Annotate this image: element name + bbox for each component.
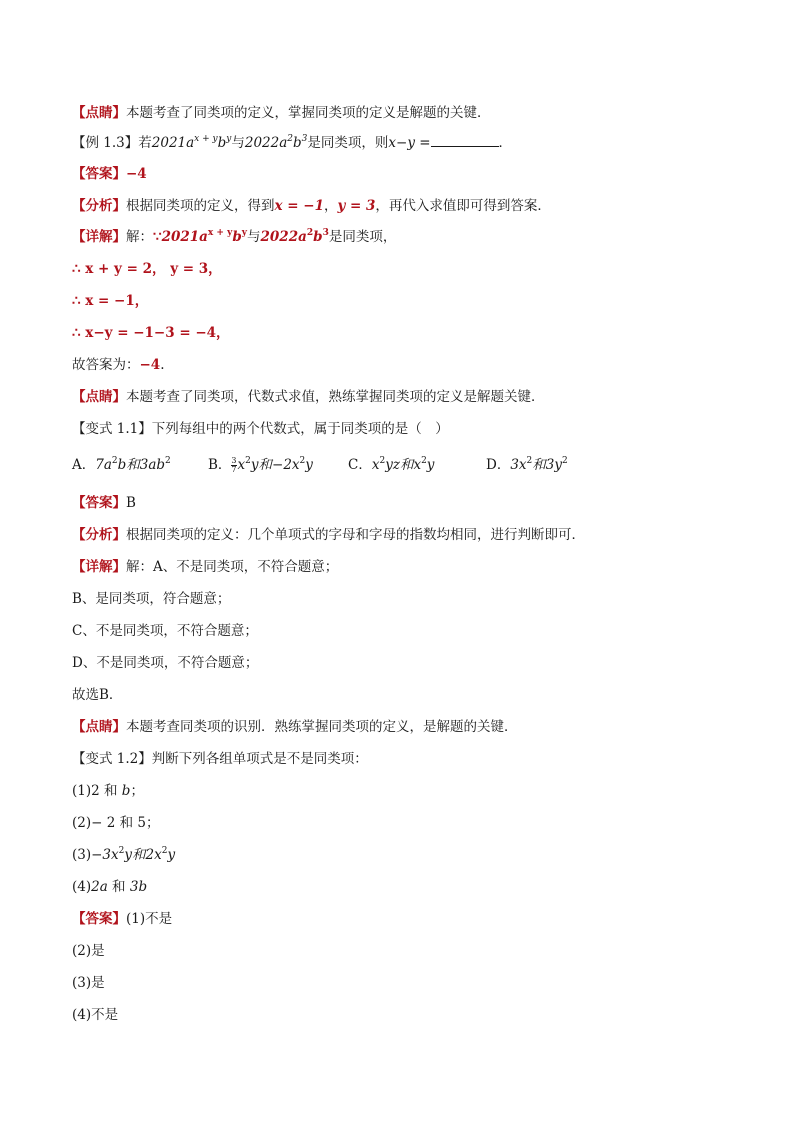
math-expression	[153, 229, 247, 245]
text-fragment: (3)	[72, 847, 92, 863]
option-a	[72, 456, 171, 474]
math-part: b和3ab	[117, 457, 166, 473]
text-fragment: 是同类项，	[328, 229, 397, 245]
answer-item: (3)是	[72, 975, 105, 991]
section-tag: 【详解】	[72, 229, 126, 245]
comment-line-3	[72, 718, 518, 736]
section-tag: 【点睛】	[72, 719, 126, 735]
math-exponent: 2	[299, 456, 306, 466]
section-tag: 【答案】	[72, 495, 126, 511]
math-part: b	[293, 135, 302, 151]
comment-line-1	[72, 104, 491, 122]
text-fragment: ，	[323, 198, 338, 214]
math-part: x	[237, 457, 246, 473]
math-expression: x−y =	[388, 135, 431, 151]
answer-item: (4)不是	[72, 1007, 119, 1023]
math-expression	[245, 135, 308, 151]
solution-line	[72, 558, 338, 576]
paragraph-text: 判断下列各组单项式是不是同类项：	[151, 751, 368, 767]
option-d	[486, 456, 568, 474]
math-part: y	[167, 847, 176, 863]
option-b	[208, 456, 313, 474]
math-part: y	[426, 457, 435, 473]
solution-step: C、不是同类项，不符合题意；	[72, 623, 258, 639]
example-tag: 【变式 1.2】	[72, 751, 152, 767]
text-fragment: 是同类项，则	[307, 135, 389, 151]
text-fragment: 与	[247, 229, 261, 245]
example-question	[72, 134, 512, 152]
sub-question: (2)− 2 和 5；	[72, 815, 160, 831]
text-fragment: (1)2 和	[72, 783, 122, 799]
answer-value: −4	[126, 166, 147, 182]
math-part: b	[232, 229, 242, 245]
answer-line	[72, 165, 147, 183]
solution-step: ∴ x + y = 2， y = 3，	[72, 261, 222, 277]
math-part: b	[313, 229, 323, 245]
math-exponent: x + y	[194, 134, 218, 144]
math-part: 2021a	[161, 229, 208, 245]
math-exponent: 2	[161, 846, 168, 856]
math-exponent: 2	[561, 456, 568, 466]
math-part: −3x	[91, 847, 119, 863]
text-fragment: 与	[231, 135, 245, 151]
section-tag: 【详解】	[72, 559, 126, 575]
sub-question	[72, 846, 175, 864]
math-part: y和−2x	[250, 457, 300, 473]
text-fragment: ；	[130, 783, 144, 799]
answer-value: (1)不是	[126, 911, 173, 927]
example-tag: 【例 1.3】	[72, 135, 139, 151]
math-expression	[261, 229, 329, 245]
math-part: y和2x	[124, 847, 162, 863]
math-part: b	[217, 135, 227, 151]
math-part: 和3y	[532, 457, 562, 473]
section-tag: 【答案】	[72, 911, 126, 927]
text-fragment: 故答案为：	[72, 357, 140, 373]
math-expression: x = −1	[274, 198, 324, 214]
answer-value: B	[126, 495, 136, 511]
solution-step: ∴ x−y = −1−3 = −4，	[72, 325, 230, 341]
math-part: 2021a	[151, 135, 195, 151]
fraction	[231, 457, 236, 474]
math-exponent: 2	[526, 456, 533, 466]
section-tag: 【答案】	[72, 166, 126, 182]
paragraph-text: 解：A、不是同类项，不符合题意；	[126, 559, 339, 575]
answer-blank	[431, 134, 499, 147]
option-label: A．	[72, 457, 96, 473]
text-fragment: 解：	[126, 229, 153, 245]
section-tag: 【分析】	[72, 198, 126, 214]
math-exponent: 3	[322, 228, 329, 238]
option-label: D．	[486, 457, 511, 473]
math-part: 3b	[129, 879, 148, 895]
solution-step: ∴ x = −1，	[72, 293, 149, 309]
option-label: B．	[208, 457, 232, 473]
sub-question	[72, 782, 144, 800]
answer-line	[72, 910, 172, 928]
section-tag: 【分析】	[72, 527, 126, 543]
math-part: y	[305, 457, 313, 473]
math-exponent: 2	[306, 228, 314, 238]
option-label: C．	[348, 457, 372, 473]
paragraph-text: 本题考查了同类项的定义，掌握同类项的定义是解题的关键．	[126, 105, 491, 121]
paragraph-text: 下列每组中的两个代数式，属于同类项的是（ ）	[151, 421, 449, 437]
math-part: 2a	[91, 879, 108, 895]
answer-value: −4	[139, 357, 161, 373]
math-exponent: 2	[111, 456, 118, 466]
text-fragment: 根据同类项的定义，得到	[126, 198, 275, 214]
solution-step: B、是同类项，符合题意；	[72, 591, 231, 607]
math-exponent: 2	[118, 846, 125, 856]
analysis-line	[72, 197, 551, 215]
fraction-denominator: 7	[231, 465, 237, 474]
math-part: x	[371, 457, 380, 473]
text-fragment: ．	[498, 135, 513, 151]
text-fragment: 若	[138, 135, 152, 151]
math-exponent: 2	[379, 456, 386, 466]
sub-question	[72, 878, 147, 896]
math-exponent: 3	[301, 134, 308, 144]
solution-step: D、不是同类项，不符合题意；	[72, 655, 259, 671]
math-exponent: 2	[165, 456, 171, 466]
math-part: 2022a	[260, 229, 307, 245]
math-exponent: x + y	[207, 228, 233, 238]
text-fragment: ，再代入求值即可得到答案．	[375, 198, 551, 214]
paragraph-text: 本题考查了同类项，代数式求值，熟练掌握同类项的定义是解题关键．	[126, 389, 545, 405]
final-answer-line	[72, 356, 165, 374]
math-exponent: 2	[245, 456, 251, 466]
solution-line-1	[72, 228, 396, 246]
example-tag: 【变式 1.1】	[72, 421, 152, 437]
variant-question-1	[72, 420, 449, 438]
paragraph-text: 本题考查同类项的识别．熟练掌握同类项的定义，是解题的关键．	[126, 719, 518, 735]
variant-question-2	[72, 750, 368, 768]
section-tag: 【点睛】	[72, 389, 126, 405]
math-part: b	[121, 783, 131, 799]
math-expression: y = 3	[337, 198, 376, 214]
answer-item: (2)是	[72, 943, 105, 959]
comment-line-2	[72, 388, 545, 406]
text-fragment: (4)	[72, 879, 92, 895]
text-fragment: 和	[107, 879, 130, 895]
math-part: ∵	[153, 229, 162, 245]
math-exponent: 2	[287, 134, 293, 144]
fraction-numerator: 3	[231, 456, 237, 465]
option-c	[348, 456, 434, 474]
section-tag: 【点睛】	[72, 105, 126, 121]
answer-line	[72, 494, 136, 512]
paragraph-text: 根据同类项的定义：几个单项式的字母和字母的指数均相同，进行判断即可．	[126, 527, 585, 543]
text-fragment: .	[160, 357, 165, 373]
math-part: yz和x	[385, 457, 422, 473]
analysis-line	[72, 526, 585, 544]
solution-step: 故选B．	[72, 687, 123, 703]
math-exponent: 2	[421, 456, 427, 466]
math-expression	[152, 135, 232, 151]
math-part: 3x	[510, 457, 527, 473]
math-exponent: y	[241, 228, 248, 238]
math-part: 7a	[95, 457, 112, 473]
math-exponent: y	[226, 134, 232, 144]
math-part: 2022a	[244, 135, 288, 151]
